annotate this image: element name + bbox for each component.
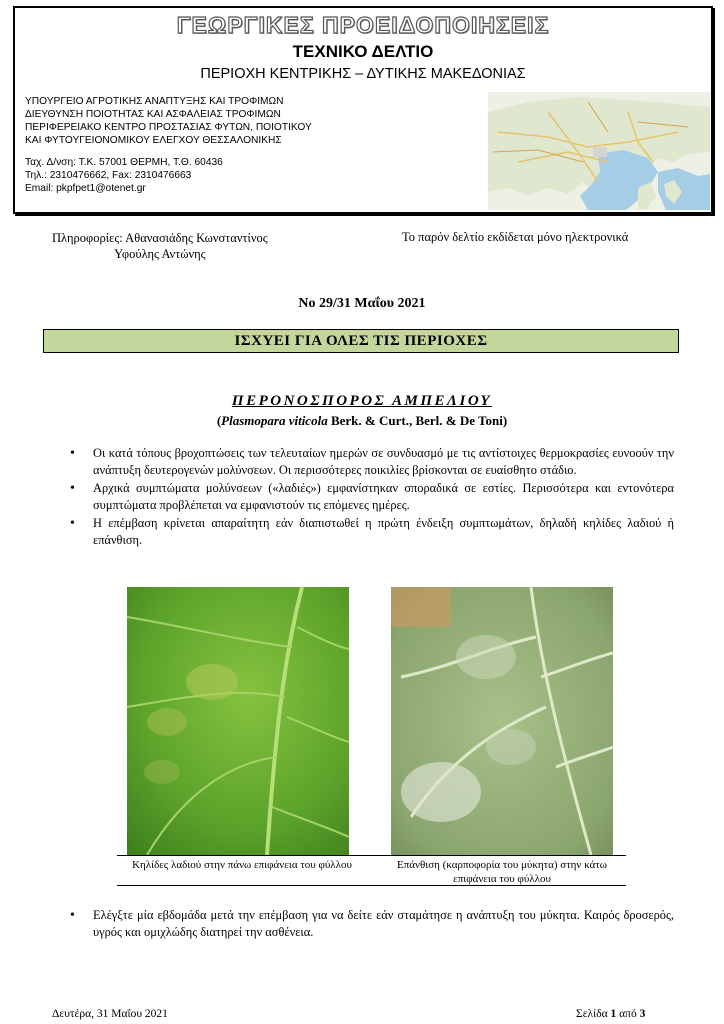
page-number [576,1008,645,1020]
contact-block [25,156,223,195]
ministry-line: ΥΠΟΥΡΓΕΙΟ ΑΓΡΟΤΙΚΗΣ ΑΝΑΠΤΥΞΗΣ ΚΑΙ ΤΡΟΦΙΜΩΝ [25,96,284,107]
list-item: • Ελέγξτε μία εβδομάδα μετά την επέμβαση για να δείτε εάν σταμάτησε η ανάπτυξη του μύκητα. Καιρός δροσερός, υγρός και ομιχλώδης διατηρεί την ασθένεια. [78,907,674,941]
bulletin-title: ΓΕΩΡΓΙΚΕΣ ΠΡΟΕΙΔΟΠΟΙΗΣΕΙΣ [176,12,550,38]
header-box [13,6,713,214]
region-map-image [488,92,710,210]
final-notes-list [78,907,674,941]
leaf-lower-photo [391,587,613,855]
page-current: 1 [610,1008,617,1020]
contact-person: Υφούλης Αντώνης [114,247,206,261]
contact-persons [52,230,268,262]
ministry-line: ΚΑΙ ΦΥΤΟΥΓΕΙΟΝΟΜΙΚΟΥ ΕΛΕΓΧΟΥ ΘΕΣΣΑΛΟΝΙΚΗΣ [25,135,282,146]
list-item: • Η επέμβαση κρίνεται απαραίτητη εάν διαπιστωθεί η πρώτη ένδειξη συμπτωμάτων, δηλαδή κηλίδες λαδιού ή επάνθιση. [78,515,674,549]
caption-right-line: Επάνθιση (καρποφορία του μύκητα) στην κάτω [397,859,607,871]
caption-right [377,858,627,886]
notes-list [78,445,674,550]
footer-date: Δευτέρα, 31 Μαΐου 2021 [52,1008,168,1020]
phone: Τηλ.: 2310476662, Fax: 2310476663 [25,170,192,181]
latin-name [0,413,724,429]
tech-bulletin-title: ΤΕΧΝΙΚΟ ΔΕΛΤΙΟ [292,42,434,61]
latin-open: ( [216,413,222,428]
latin-authors: Berk. & Curt., Berl. & De Toni) [327,413,508,428]
contact-person: Πληροφορίες: Αθανασιάδης Κωνσταντίνος [52,231,268,245]
page-total: 3 [639,1008,646,1020]
caption-right-line: επιφάνεια του φύλλου [453,873,551,885]
ministry-line: ΠΕΡΙΦΕΡΕΙΑΚΟ ΚΕΝΤΡΟ ΠΡΟΣΤΑΣΙΑΣ ΦΥΤΩΝ, ΠΟΙΟΤΙΚΟΥ [25,122,312,133]
address: Ταχ. Δ/νση: Τ.Κ. 57001 ΘΕΡΜΗ, Τ.Θ. 60436 [25,157,223,168]
ministry-line: ΔΙΕΥΘΥΝΣΗ ΠΟΙΟΤΗΤΑΣ ΚΑΙ ΑΣΦΑΛΕΙΑΣ ΤΡΟΦΙΜΩΝ [25,109,281,120]
region-title: ΠΕΡΙΟΧΗ ΚΕΝΤΡΙΚΗΣ – ΔΥΤΙΚΗΣ ΜΑΚΕΔΟΝΙΑΣ [200,66,526,82]
latin-genus: Plasmopara viticola [221,413,328,428]
caption-left: Κηλίδες λαδιού στην πάνω επιφάνεια του φύλλου [132,859,352,871]
validity-banner: ΙΣΧΥΕΙ ΓΙΑ ΟΛΕΣ ΤΙΣ ΠΕΡΙΟΧΕΣ [43,329,679,353]
email: Email: pkpfpet1@otenet.gr [25,183,146,194]
issue-number: Νο 29/31 Μαΐου 2021 [298,296,426,311]
list-item: • Οι κατά τόπους βροχοπτώσεις των τελευταίων ημερών σε συνδυασμό με τις αντίστοιχες θερμοκρασίες ευνοούν την ανάπτυξη δευτερογενών μολύνσεων. Οι περισσότερες ποικιλίες βρίσκονται σε ευαίσθητο στάδιο. [78,445,674,479]
electronic-note: Το παρόν δελτίο εκδίδεται μόνο ηλεκτρονικά [402,230,629,244]
leaf-upper-photo [127,587,349,855]
disease-title: ΠΕΡΟΝΟΣΠΟΡΟΣ ΑΜΠΕΛΙΟΥ [231,393,493,409]
caption-rule-top [117,855,626,856]
page-prefix: Σελίδα [576,1008,611,1020]
list-item: • Αρχικά συμπτώματα μολύνσεων («λαδιές») εμφανίστηκαν σποραδικά σε εστίες. Περισσότερα και εντονότερα συμπτώματα προβλέπεται να εμφανιστούν τις επόμενες ημέρες. [78,480,674,514]
page-mid: από [616,1008,640,1020]
ministry-block [25,95,312,147]
caption-rule-bottom [117,885,626,886]
